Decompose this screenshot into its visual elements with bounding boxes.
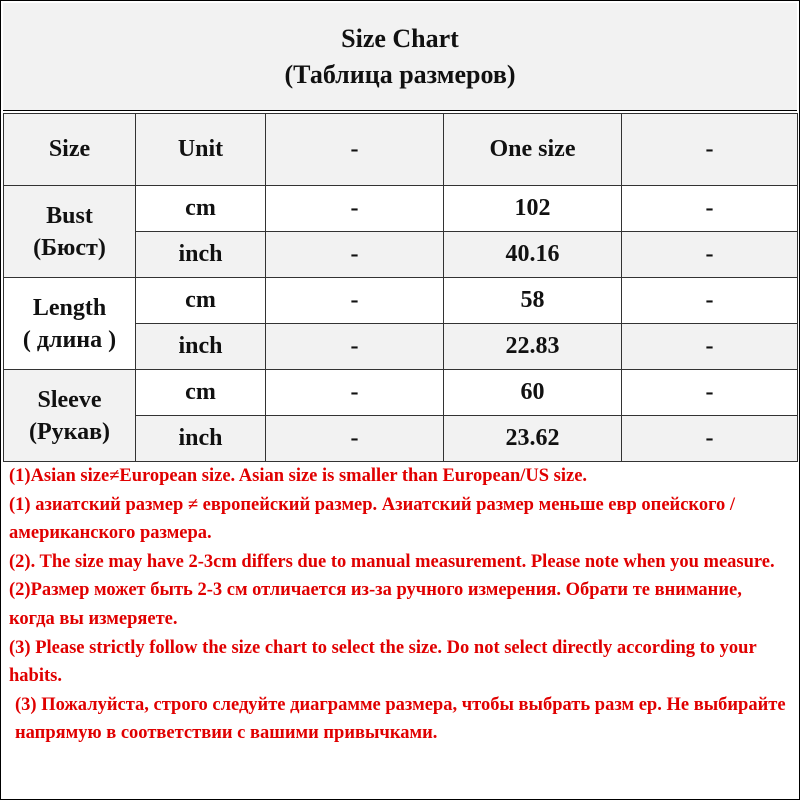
notes-block <box>3 460 793 748</box>
value-cell: 102 <box>444 186 622 232</box>
table-header-row <box>4 114 798 186</box>
note-follow-chart-ru: (3) Пожалуйста, строго следуйте диаграмме размера, чтобы выбрать разм ер. Не выбирайте напрямую в соответствии с вашими привычками. <box>15 694 786 744</box>
value-cell: 22.83 <box>444 324 622 370</box>
note-asian-size-ru: (1) азиатский размер ≠ европейский размер. Азиатский размер меньше евр опейского / американского размера. <box>9 494 736 544</box>
dash-cell: - <box>266 416 444 462</box>
unit-cell: cm <box>136 278 266 324</box>
table-row <box>4 370 798 416</box>
note-asian-size-en: (1)Asian size≠European size. Asian size is smaller than European/US size. <box>9 466 588 486</box>
dash-cell: - <box>622 232 798 278</box>
header-unit: Unit <box>136 114 266 186</box>
header-size: Size <box>4 114 136 186</box>
chart-title-block <box>3 3 797 111</box>
row-label-sleeve <box>4 370 136 462</box>
dash-cell: - <box>622 278 798 324</box>
dash-cell: - <box>266 278 444 324</box>
row-label-ru: ( длина ) <box>22 326 117 353</box>
dash-cell: - <box>266 324 444 370</box>
unit-cell: cm <box>136 186 266 232</box>
value-cell: 58 <box>444 278 622 324</box>
row-label-ru: (Рукав) <box>28 418 111 445</box>
dash-cell: - <box>266 232 444 278</box>
unit-cell: cm <box>136 370 266 416</box>
dash-cell: - <box>622 370 798 416</box>
header-col3: - <box>266 114 444 186</box>
chart-title-ru: (Таблица размеров) <box>284 59 516 89</box>
header-col5: - <box>622 114 798 186</box>
chart-title: Size Chart <box>341 23 459 53</box>
header-one-size: One size <box>444 114 622 186</box>
row-label: Bust <box>46 202 93 229</box>
dash-cell: - <box>622 416 798 462</box>
table-row <box>4 186 798 232</box>
size-table <box>3 113 798 462</box>
dash-cell: - <box>266 370 444 416</box>
note-follow-chart-en: (3) Please strictly follow the size chart to select the size. Do not select directly according to your habits. <box>9 637 757 687</box>
value-cell: 60 <box>444 370 622 416</box>
row-label-ru: (Бюст) <box>33 234 106 261</box>
value-cell: 23.62 <box>444 416 622 462</box>
dash-cell: - <box>266 186 444 232</box>
row-label: Length <box>32 294 107 321</box>
table-row <box>4 278 798 324</box>
row-label-length <box>4 278 136 370</box>
dash-cell: - <box>622 324 798 370</box>
value-cell: 40.16 <box>444 232 622 278</box>
unit-cell: inch <box>136 232 266 278</box>
row-label: Sleeve <box>37 386 102 413</box>
note-measurement-ru: (2)Размер может быть 2-3 см отличается из-за ручного измерения. Обрати те внимание, когда вы измеряете. <box>9 580 742 629</box>
row-label-bust <box>4 186 136 278</box>
note-measurement-en: (2). The size may have 2-3cm differs due to manual measurement. Please note when you measure. <box>9 551 775 572</box>
dash-cell: - <box>622 186 798 232</box>
unit-cell: inch <box>136 324 266 370</box>
unit-cell: inch <box>136 416 266 462</box>
